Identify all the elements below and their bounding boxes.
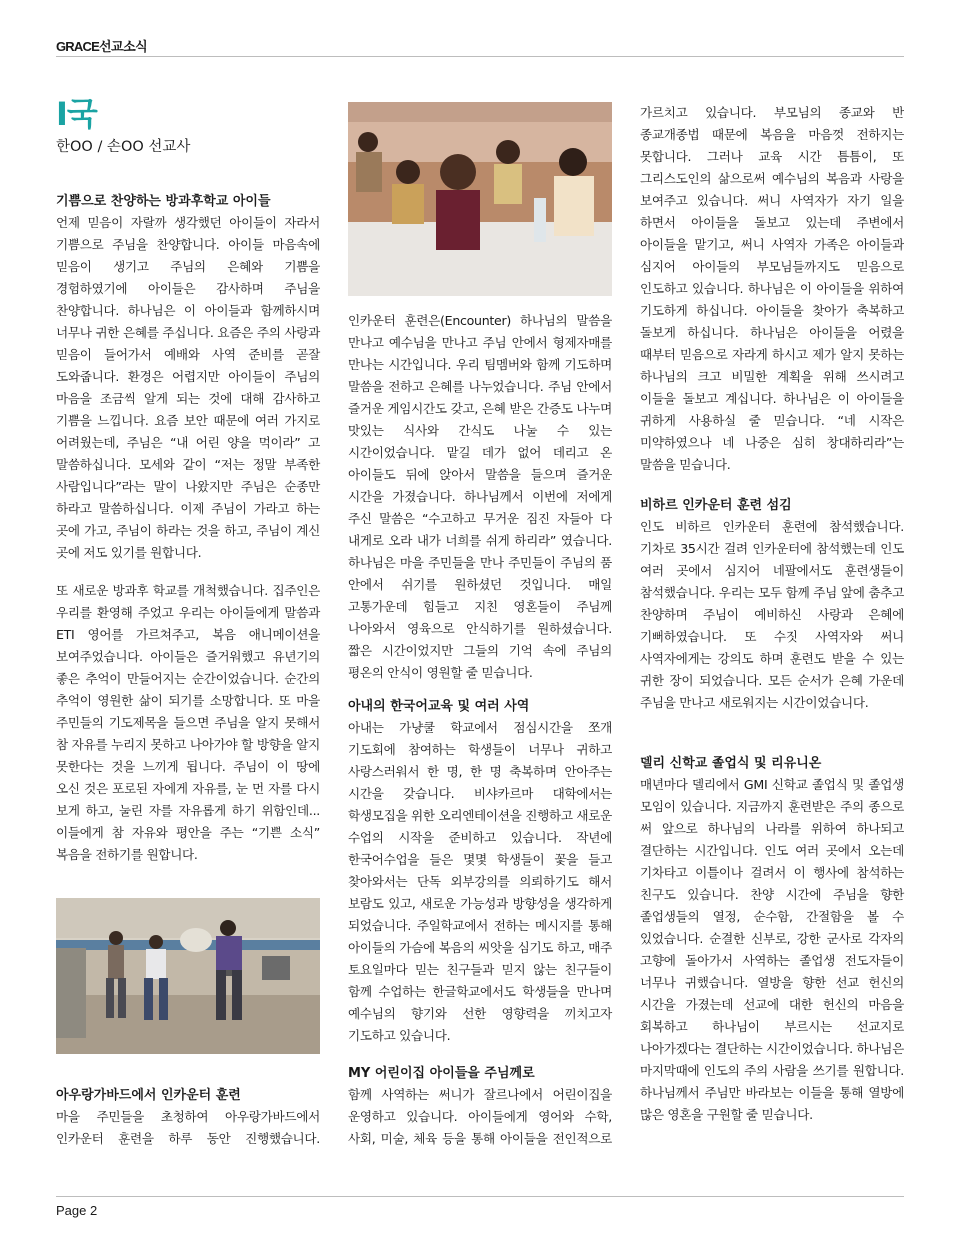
page-footer	[56, 1196, 904, 1218]
section-encounter-continued	[348, 310, 612, 684]
section-title: 델리 신학교 졸업식 및 리유니온	[640, 756, 822, 771]
section-title: 비하르 인카운터 훈련 섬김	[640, 498, 792, 513]
paragraph: 인도 비하르 인카운터 훈련에 참석했습니다. 기차로 35시간 걸려 인카운터에 참석했는데 인도 여러 곳에서 심지어 네팔에서도 훈련생들이 참석했습니다. 우리는 모두 함께 주님 앞에 춤추고 찬양하며 주님이 예비하신 사랑과 은혜에 기뻐하였습니다. 또 수짓 사역자와 써니 사역자에게는 강의도 하며 훈련도 받을 수 있는 귀한 장이 되었습니다. 모든 순서가 은혜 가운데 주님을 만나고 새로워지는 시간이었습니다.	[640, 519, 904, 710]
paragraph: 인카운터 훈련은(Encounter) 하나님의 말씀을 만나고 예수님을 만나고 주님 안에서 형제자매를 만나는 시간입니다. 우리 팀멤버와 함께 기도하며 말씀을 전하고 은혜를 나누었습니다. 주님 안에서 즐거운 게임시간도 갖고, 은혜 받은 간증도 나누며 맛있는 식사와 간식도 나눌 수 있는 시간이었습니다. 맡길 데가 없어 데리고 온 아이들도 뒤에 앉아서 말씀을 들으며 즐거운 시간을 가졌습니다. 하나님께서 이번에 저에게 주신 말씀은 “수고하고 무거운 짐진 자들아 다 내게로 오라 내가 너희를 쉬게 하리라” 였습니다. 하나님은 마을 주민들을 만나 주민들이 주님의 품 안에서 쉬기를 원하셨던 것입니다. 매일 고통가운데 힘들고 지친 영혼들이 주님께 나아와서 영육으로 안식하기를 원하셨습니다. 짧은 시간이었지만 그들의 기억 속에 주님의 평온의 안식이 영원할 줄 믿습니다.	[348, 313, 612, 680]
section-title: 기쁨으로 찬양하는 방과후학교 아이들	[56, 194, 271, 209]
paragraph: 아내는 가냥쿨 학교에서 점심시간을 쪼개 기도회에 참여하는 학생들이 너무나 귀하고 사랑스러워서 한 명, 한 명 축복하며 안아주는 시간을 갖습니다. 비샤카르마 대학에서는 학생모집을 위한 오리엔테이션을 진행하고 새로운 수업의 시작을 준비하고 있습니다. 작년에 한국어수업을 들은 몇몇 학생들이 꽃을 들고 찾아와서는 단독 외부강의를 의뢰하기도 해서 보람도 있고, 새로운 가능성과 방향성을 생각하게 되었습니다. 주일학교에서 전하는 메시지를 통해 아이들의 가슴에 복음의 씨앗을 심기도 하고, 매주 토요일마다 믿는 친구들과 믿지 않는 친구들이 함께 수업하는 한글학교에서도 학생들을 만나며 예수님의 향기와 선한 영향력을 끼치고자 기도하고 있습니다.	[348, 720, 612, 1043]
paragraph: 언제 믿음이 자랄까 생각했던 아이들이 자라서 기쁨으로 주님을 찬양합니다. 아이들 마음속에 믿음이 생기고 주님의 은혜와 기쁨을 경험하였기에 아이들은 감사하며 주님을 찬양합니다. 하나님은 이 아이들과 함께하시며 너무나 귀한 은혜를 주십니다. 요즘은 주의 사랑과 믿음이 들어가서 예배와 사역 준비를 곧잘 도와줍니다. 환경은 어렵지만 아이들이 주님의 마음을 조금씩 알게 되는 것에 대해 감사하고 기쁨을 느낍니다. 요즘 보안 때문에 여러 가지로 어려웠는데, 주님은 “내 어린 양을 먹이라” 고 말씀하십니다. 모세와 같이 “저는 정말 부족한 사람입니다”라는 말이 나왔지만 주님은 순종만 하라고 말씀하십니다. 이제 주님이 가라고 하는 곳에 가고, 주님이 하라는 것을 하고, 주님이 계신 곳에 저도 있기를 원합니다.	[56, 215, 320, 560]
paragraph: 가르치고 있습니다. 부모님의 종교와 반 종교개종법 때문에 복음을 마음껏 전하지는 못합니다. 그러나 교육 시간 틈틈이, 또 그리스도인의 삶으로써 예수님의 복음과 사랑을 보여주고 있습니다. 써니 사역자가 자기 일을 하면서 아이들을 돌보고 있는데 주변에서 아이들을 맡기고, 써니 사역자 가족은 아이들과 심지어 아이들의 부모님들까지도 믿음으로 인도하고 있습니다. 하나님은 이 아이들을 위하여 기도하게 하십니다. 아이들을 찾아가 축복하고 돌보게 하십니다. 하나님은 아이들을 어렸을 때부터 믿음으로 자라게 하시고 제가 알지 못하는 하나님의 크고 비밀한 계획을 위해 쓰시려고 이들을 돌보고 계십니다. 하나님은 이 아이들을 귀하게 사용하실 줄 믿습니다. “네 시작은 미약하였으나 네 나중은 심히 창대하리라”는 말씀을 믿습니다.	[640, 105, 904, 472]
photo-encounter-meeting	[348, 102, 612, 296]
section-my-kindergarten	[348, 1064, 612, 1150]
section-title: 아우랑가바드에서 인카운터 훈련	[56, 1088, 241, 1103]
paragraph: 마을 주민들을 초청하여 아우랑가바드에서 인카운터 훈련을 하루 동안 진행했습니다.	[56, 1109, 320, 1146]
page-number: Page 2	[56, 1203, 98, 1218]
brand-en: GRACE	[56, 39, 99, 54]
brand-ko: 선교소식	[98, 40, 148, 55]
section-title: MY 어린이집 아이들을 주님께로	[348, 1066, 535, 1081]
missionary-names: 한OO / 손OO 선교사	[56, 139, 191, 155]
page-header	[56, 36, 904, 57]
paragraph: 함께 사역하는 써니가 잘르나에서 어린이집을 운영하고 있습니다. 아이들에게 영어와 수학, 사회, 미술, 체육 등을 통해 아이들을 전인적으로	[348, 1087, 612, 1146]
section-title: 아내의 한국어교육 및 여러 사역	[348, 699, 530, 714]
section-after-school	[56, 192, 320, 866]
section-korean-education	[348, 697, 612, 1047]
paragraph: 매년마다 델리에서 GMI 신학교 졸업식 및 졸업생 모임이 있습니다. 지금까지 훈련받은 주의 종으로 써 앞으로 하나님의 나라를 위하여 하나되고 결단하는 시간입니다. 인도 여러 곳에서 오는데 기차타고 이틀이나 걸려서 이 행사에 참석하는 친구도 있습니다. 찬양 시간에 주님을 향한 졸업생들의 열정, 순수함, 간절함을 볼 수 있었습니다. 순결한 신부로, 강한 군사로 각자의 고향에 돌아가서 사역하는 졸업생 전도자들이 너무나 귀했습니다. 열방을 향한 선교 헌신의 시간을 가졌는데 선교에 대한 헌신의 마음을 회복하고 하나님이 부르시는 선교지로 나아가겠다는 결단하는 시간이었습니다. 하나님은 마지막때에 인도의 주의 사람을 쓰기를 원합니다. 하나님께서 주님만 바라보는 이들을 통해 열방에 많은 영혼을 구원할 줄 믿습니다.	[640, 777, 904, 1122]
paragraph-clip	[348, 310, 612, 684]
country-title: I국	[56, 95, 97, 133]
photo-children-dancing	[56, 898, 320, 1054]
paragraph: 또 새로운 방과후 학교를 개척했습니다. 집주인은 우리를 환영해 주었고 우리는 아이들에게 말씀과 ETI 영어를 가르쳐주고, 복음 애니메이션을 보여주었습니다. 아이들은 즐거워했고 유년기의 좋은 추억이 만들어지는 순간이었습니다. 순간의 추억이 영원한 삶이 되기를 소망합니다. 또 마을 주민들의 기도제목을 들으면 주님을 알지 못해서 참 자유를 누리지 못하고 나아가야 할 방향을 알지 못한다는 것을 느끼게 됩니다. 주님이 이 땅에 오신 것은 포로된 자에게 자유를, 눈 먼 자를 다시 보게 하고, 눌린 자를 자유롭게 하기 위함인데... 이들에게 참 자유와 평안을 주는 “기쁜 소식” 복음을 전하기를 원합니다.	[56, 583, 320, 862]
brand-logo	[56, 36, 147, 55]
paragraph-clip	[640, 102, 904, 476]
paragraph-clip	[56, 1106, 320, 1150]
photo-encounter-meeting-illustration	[348, 102, 612, 296]
section-delhi-seminary	[640, 754, 904, 1126]
section-encounter-aurangabad	[56, 1086, 320, 1150]
section-my-kindergarten-continued	[640, 102, 904, 476]
photo-children-dancing-illustration	[56, 898, 320, 1054]
section-bihar-encounter	[640, 496, 904, 714]
paragraph-clip	[348, 1084, 612, 1150]
